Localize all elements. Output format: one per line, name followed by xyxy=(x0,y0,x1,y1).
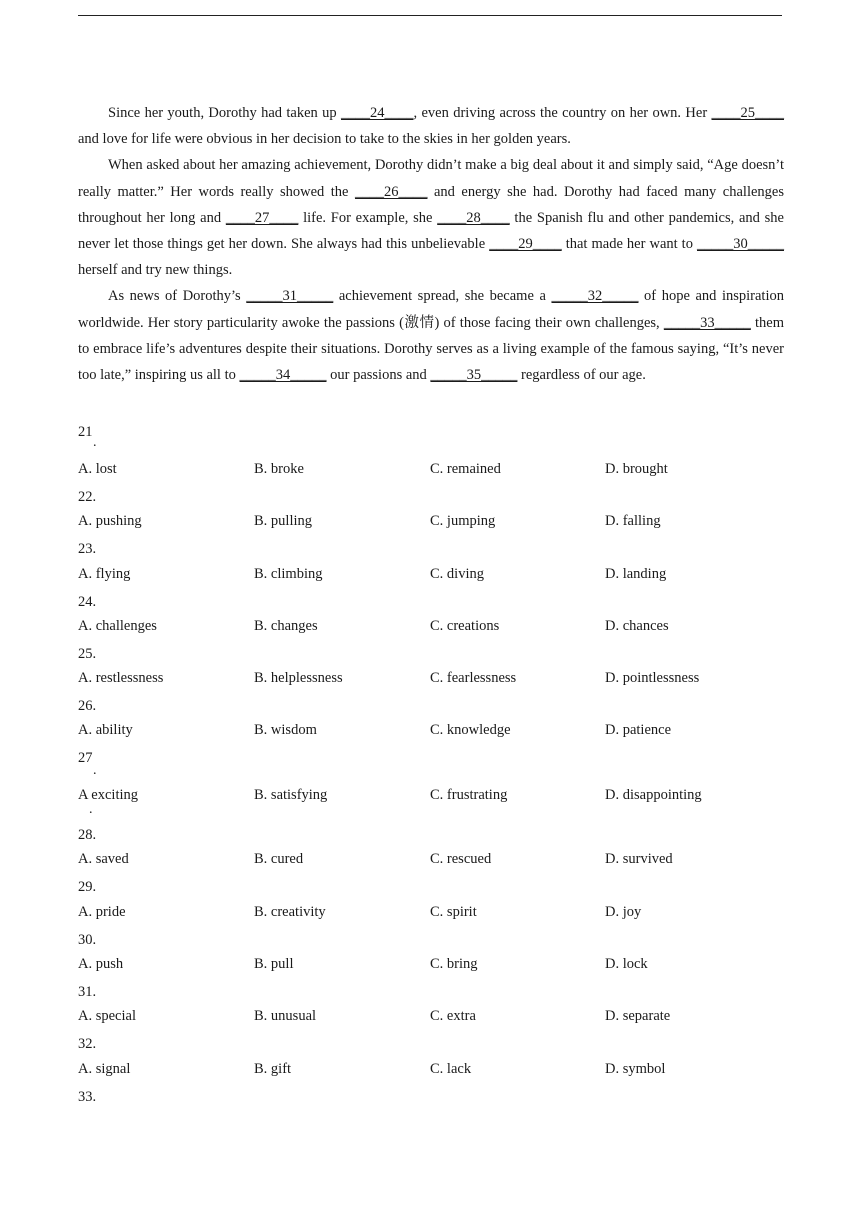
question-number: 24. xyxy=(78,594,97,610)
passage-text: our passions and xyxy=(326,367,431,384)
cloze-passage xyxy=(78,100,784,388)
header-rule xyxy=(78,15,782,16)
paragraph-2 xyxy=(78,152,784,283)
answer-option-b[interactable]: B. satisfying xyxy=(254,787,328,803)
answer-option-d[interactable]: D. separate xyxy=(605,1008,671,1024)
stray-dot: . xyxy=(93,435,97,450)
question-number: 22. xyxy=(78,489,97,505)
question-number: 30. xyxy=(78,932,97,948)
passage-text: Since her youth, Dorothy had taken up xyxy=(108,105,342,121)
answer-option-c[interactable]: C. spirit xyxy=(430,904,477,920)
answer-blank: ____25____ xyxy=(711,105,784,121)
answer-option-d[interactable]: D. patience xyxy=(605,722,672,738)
answer-option-b[interactable]: B. pull xyxy=(254,956,294,972)
passage-text: regardless of our age. xyxy=(517,367,646,384)
answer-option-b[interactable]: B. helplessness xyxy=(254,670,343,686)
answer-option-a[interactable]: A. pushing xyxy=(78,513,142,529)
answer-option-a[interactable]: A. saved xyxy=(78,851,129,867)
answer-option-a[interactable]: A. push xyxy=(78,956,124,972)
answer-option-d[interactable]: D. disappointing xyxy=(605,787,702,803)
answer-option-c[interactable]: C. remained xyxy=(430,461,501,477)
passage-text: life. For example, she xyxy=(298,209,438,226)
answer-option-a[interactable]: A. challenges xyxy=(78,618,157,634)
answer-blank: ____29____ xyxy=(489,236,562,253)
answer-option-b[interactable]: B. cured xyxy=(254,851,304,867)
passage-text: that made her want to xyxy=(561,236,697,253)
passage-text: As news of Dorothy’s xyxy=(108,288,247,305)
answer-option-c[interactable]: C. rescued xyxy=(430,851,492,867)
answer-option-c[interactable]: C. jumping xyxy=(430,513,496,529)
question-number: 27 xyxy=(78,750,93,766)
passage-text: them to embrace life’s adventures despite their situations. Dorothy serves as a living example of the famous saying, “It’s never too late,” inspiring us all to xyxy=(78,314,784,384)
answer-option-a[interactable]: A. special xyxy=(78,1008,136,1024)
answer-option-c[interactable]: C. frustrating xyxy=(430,787,508,803)
answer-blank: _____33_____ xyxy=(663,314,751,331)
answer-blank: ____24____ xyxy=(341,105,414,121)
answer-option-c[interactable]: C. bring xyxy=(430,956,478,972)
answer-option-a[interactable]: A exciting xyxy=(78,787,139,803)
question-number: 23. xyxy=(78,541,97,557)
answer-option-a[interactable]: A. pride xyxy=(78,904,126,920)
answer-option-b[interactable]: B. gift xyxy=(254,1061,292,1077)
answer-option-d[interactable]: D. joy xyxy=(605,904,642,920)
answer-option-a[interactable]: A. restlessness xyxy=(78,670,164,686)
answer-blank: ____28____ xyxy=(437,209,510,226)
answer-option-d[interactable]: D. symbol xyxy=(605,1061,666,1077)
paragraph-1 xyxy=(78,100,784,152)
answer-blank: _____32_____ xyxy=(551,288,639,305)
question-number: 28. xyxy=(78,827,97,843)
answer-option-c[interactable]: C. knowledge xyxy=(430,722,511,738)
answer-blank: ____26____ xyxy=(354,183,428,200)
answer-option-d[interactable]: D. chances xyxy=(605,618,669,634)
answer-option-c[interactable]: C. fearlessness xyxy=(430,670,517,686)
answer-option-a[interactable]: A. flying xyxy=(78,566,131,582)
answer-option-c[interactable]: C. creations xyxy=(430,618,500,634)
answer-option-d[interactable]: D. survived xyxy=(605,851,673,867)
question-number: 31. xyxy=(78,984,97,1000)
answer-option-d[interactable]: D. pointlessness xyxy=(605,670,700,686)
stray-dot: . xyxy=(89,802,93,817)
passage-text: and energy she had. Dorothy had faced many challenges throughout her long and xyxy=(78,183,784,226)
answer-blank: _____35_____ xyxy=(430,367,518,384)
answer-option-c[interactable]: C. diving xyxy=(430,566,484,582)
answer-option-a[interactable]: A. ability xyxy=(78,722,133,738)
answer-option-d[interactable]: D. lock xyxy=(605,956,648,972)
passage-text: , even driving across the country on her own. Her xyxy=(413,105,712,121)
question-number: 26. xyxy=(78,698,97,714)
answer-option-b[interactable]: B. unusual xyxy=(254,1008,317,1024)
answer-blank: _____30_____ xyxy=(697,236,784,253)
answer-option-b[interactable]: B. wisdom xyxy=(254,722,317,738)
answer-option-c[interactable]: C. lack xyxy=(430,1061,472,1077)
passage-text: When asked about her amazing achievement, Dorothy didn’t make a big deal about it and simply said, “Age doesn’t really matter.” Her words really showed the xyxy=(78,157,784,200)
answer-option-a[interactable]: A. signal xyxy=(78,1061,131,1077)
answer-blank: ____27____ xyxy=(225,209,299,226)
answer-blank: _____31_____ xyxy=(246,288,334,305)
answer-option-b[interactable]: B. creativity xyxy=(254,904,326,920)
passage-text: and love for life were obvious in her decision to take to the skies in her golden years. xyxy=(78,131,571,148)
passage-text: herself and try new things. xyxy=(78,262,233,279)
question-number: 21 xyxy=(78,424,93,440)
answer-option-b[interactable]: B. changes xyxy=(254,618,318,634)
passage-text: the Spanish flu and other pandemics, and she never let those things get her down. She always had this unbelievable xyxy=(78,209,784,253)
answer-option-d[interactable]: D. landing xyxy=(605,566,667,582)
paragraph-3 xyxy=(78,283,784,388)
answer-option-d[interactable]: D. falling xyxy=(605,513,661,529)
question-number: 25. xyxy=(78,646,97,662)
passage-text: of hope and inspiration worldwide. Her story particularity awoke the passions (激情) of those facing their own challenges, xyxy=(78,288,784,331)
answer-blank: _____34_____ xyxy=(239,367,327,384)
answer-option-d[interactable]: D. brought xyxy=(605,461,668,477)
answer-option-b[interactable]: B. climbing xyxy=(254,566,323,582)
question-number: 32. xyxy=(78,1036,97,1052)
answer-option-a[interactable]: A. lost xyxy=(78,461,117,477)
stray-dot: . xyxy=(93,763,97,778)
question-number: 33. xyxy=(78,1089,97,1105)
answer-option-b[interactable]: B. pulling xyxy=(254,513,313,529)
answer-option-c[interactable]: C. extra xyxy=(430,1008,476,1024)
answer-option-b[interactable]: B. broke xyxy=(254,461,304,477)
question-number: 29. xyxy=(78,879,97,895)
passage-text: achievement spread, she became a xyxy=(333,288,552,305)
